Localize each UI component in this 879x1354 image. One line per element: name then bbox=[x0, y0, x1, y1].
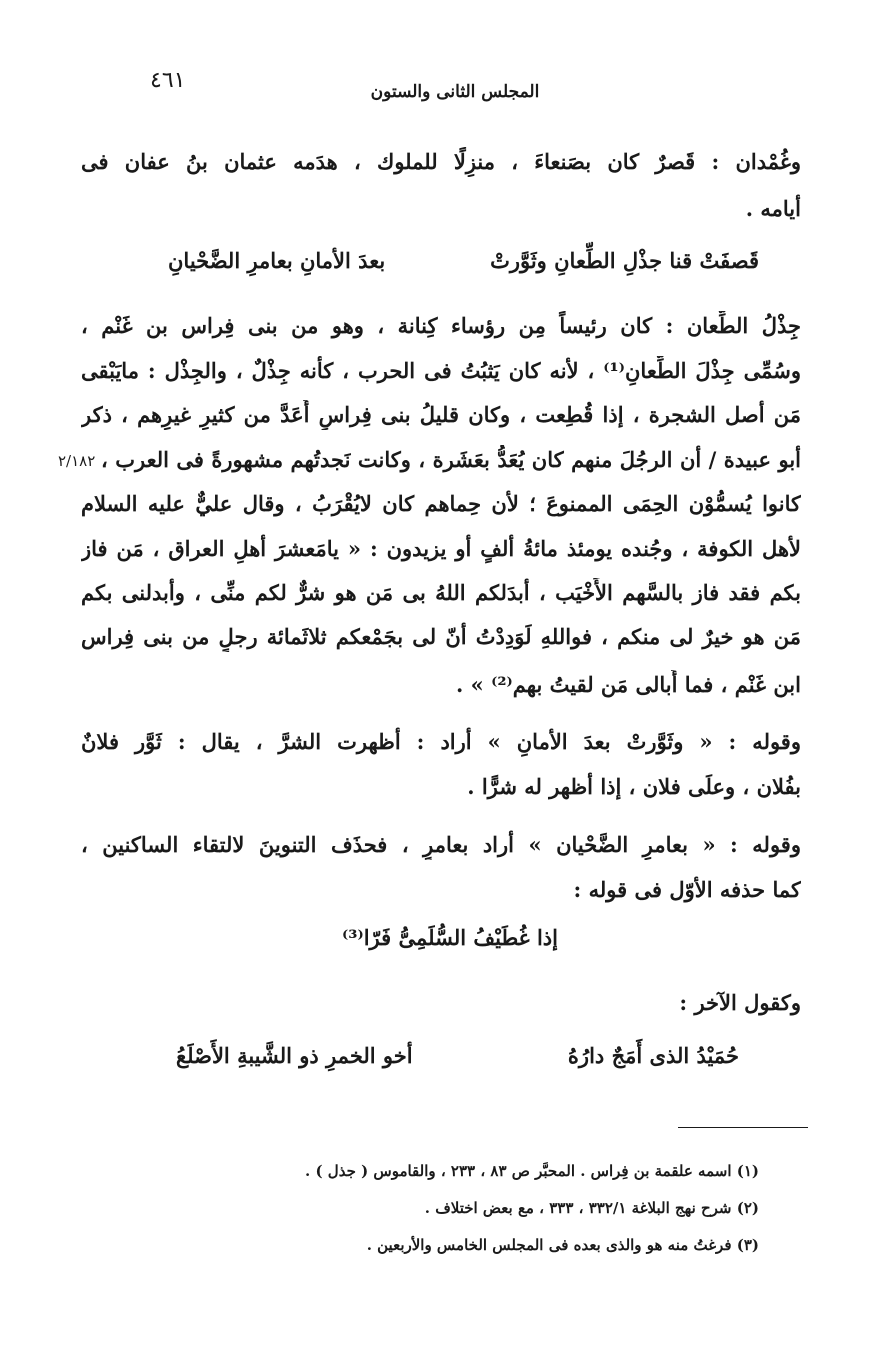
verse-hemistich-first: حُمَيْدُ الذى أَمَجٌ دارُهُ bbox=[567, 1043, 739, 1068]
body-line: جِذْلُ الطِّعان : كان رئيساً مِن رؤساء كِنانة ، وهو من بنى فِراس بن غَنْم ، bbox=[81, 313, 801, 338]
body-line: أبو عبيدة / أن الرجُلَ منهم كان يُعَدُّ بعَشَرة ، وكانت نَجدتُهم مشهورةً فى العرب ، bbox=[101, 447, 801, 472]
verse-hemistich-first: قَصفَتْ قنا جذْلِ الطِّعانِ وثَوَّرتْ bbox=[490, 248, 759, 273]
body-line: وغُمْدان : قَصرٌ كان بصَنعاءَ ، منزِلًا للملوك ، هدَمه عثمان بنُ عفان فى bbox=[81, 149, 801, 174]
body-line: لأهل الكوفة ، وجُنده يومئذ مائةُ ألفٍ أو يزيدون : « يامَعشرَ أهلِ العراق ، مَن فاز bbox=[81, 536, 801, 561]
footnote: (٣) فرغتُ منه هو والذى بعده فى المجلس الخامس والأربعين . bbox=[366, 1236, 759, 1254]
running-title: المجلس الثانى والستون bbox=[370, 82, 540, 102]
body-line: كما حذفه الأوّل فى قوله : bbox=[573, 877, 801, 902]
body-line: ابن غَنْم ، فما أُبالى مَن لقيتُ بهم⁽²⁾ » . bbox=[456, 672, 801, 697]
body-line: بفُلان ، وعلَى فلان ، إذا أظهر له شرًّا . bbox=[467, 774, 801, 799]
body-line: وكقول الآخر : bbox=[679, 990, 801, 1015]
body-line: بكم فقد فاز بالسَّهم الأَخْيَب ، أبدَلكم اللهُ بى مَن هو شرٌّ لكم منِّى ، وأبدلنى بكم bbox=[81, 580, 801, 605]
body-line: مَن أصل الشجرة ، إذا قُطِعت ، وكان قليلُ بنى فِراسٍ أَعَدَّ من كثيرِ غيرِهم ، ذكر bbox=[81, 402, 801, 427]
body-line: وقوله : « بعامرِ الضَّحْيان » أراد بعامرٍ ، فحذَف التنوينَ لالتقاء الساكنين ، bbox=[81, 832, 801, 857]
body-line: أيامه . bbox=[745, 196, 801, 221]
quoted-hemistich: إذا غُطَيْفُ السُّلَمِىُّ فَرّا⁽³⁾ bbox=[342, 925, 558, 950]
margin-reference: ٢/١٨٢ bbox=[58, 452, 96, 470]
page-number: ٤٦١ bbox=[150, 68, 186, 93]
body-line: وسُمِّى جِذْلَ الطِّعانِ⁽¹⁾ ، لأنه كان يَثبُتُ فى الحرب ، كأنه جِذْلٌ ، والجِذْل : مايَبْقى bbox=[81, 358, 801, 383]
footnote: (٢) شرح نهج البلاغة ٣٣٢/١ ، ٣٣٣ ، مع بعض اختلاف . bbox=[424, 1199, 759, 1217]
body-line: وقوله : « وثَوَّرتْ بعدَ الأمانِ » أراد : أظهرت الشرَّ ، يقال : ثَوَّر فلانٌ bbox=[81, 729, 801, 754]
verse-hemistich-second: بعدَ الأمانِ بعامرِ الضَّحْيانِ bbox=[168, 248, 386, 273]
footnote: (١) اسمه علقمة بن فِراس . المحبَّر ص ٨٣ ، ٢٣٣ ، والقاموس ( جذل ) . bbox=[305, 1162, 759, 1180]
body-line: كانوا يُسمُّوْن الحِمَى الممنوعَ ؛ لأن حِماهم كان لايُقْرَبُ ، وقال عليٌّ عليه السلام bbox=[81, 491, 801, 516]
body-line: مَن هو خيرٌ لى منكم ، فواللهِ لَوَدِدْتُ أنّ لى بجَمْعكم ثلاثَمائة رجلٍ من بنى فِراس bbox=[81, 624, 801, 649]
verse-hemistich-second: أخو الخمرِ ذو الشَّيبةِ الأَصْلَعُ bbox=[176, 1043, 413, 1068]
footnote-separator bbox=[678, 1127, 808, 1128]
